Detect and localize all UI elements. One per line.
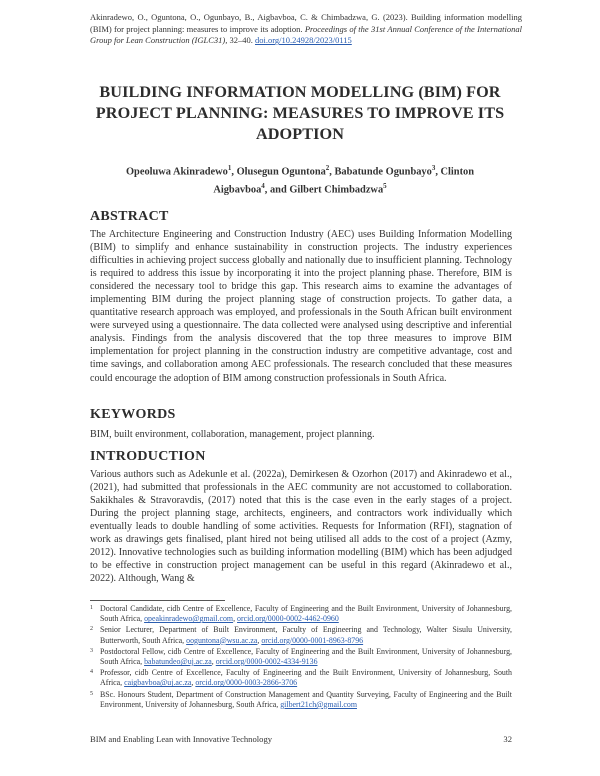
author-name: Gilbert Chimbadzwa bbox=[289, 184, 384, 196]
footnote: 3 Postdoctoral Fellow, cidb Centre of Excellence, Faculty of Engineering and the Built Environment, University of Johannesburg, South Africa, babatundeo@uj.ac.za, orcid.org/0000-0002-4334-9136 bbox=[90, 646, 512, 667]
footnote: 1 Doctoral Candidate, cidb Centre of Excellence, Faculty of Engineering and the Built Environment, University of Johannesburg, South Africa, opeakinradewo@gmail.com, orcid.org/0000-0002-4462-0960 bbox=[90, 604, 512, 624]
author-list: Opeoluwa Akinradewo$^1$, Olusegun Oguntona$^2$, Babatunde Ogunbayo$^3$, Clinton Aigbavboa$^4$, and Gilbert Chimbadzwa$^5$ bbox=[125, 164, 475, 196]
paper-title: BUILDING INFORMATION MODELLING (BIM) FOR PROJECT PLANNING: MEASURES TO IMPROVE ITS ADOPTION bbox=[95, 83, 505, 143]
footnote-text: Doctoral Candidate, cidb Centre of Excellence, Faculty of Engineering and the Built Environment, University of Johannesburg, South Africa, bbox=[100, 604, 512, 624]
footnote-email[interactable]: opeakinradewo@gmail.com bbox=[144, 614, 234, 624]
footnote-text: Postdoctoral Fellow, cidb Centre of Excellence, Faculty of Engineering and the Built Environment, University of Johannesburg, South Africa, bbox=[100, 646, 512, 667]
author-ref: 3 bbox=[431, 164, 436, 172]
footnote-orcid[interactable]: orcid.org/0000-0003-2866-3706 bbox=[195, 678, 298, 688]
footnote-orcid[interactable]: orcid.org/0000-0001-8963-8796 bbox=[261, 635, 364, 645]
footnote bbox=[90, 690, 512, 710]
introduction-heading: INTRODUCTION bbox=[90, 449, 206, 464]
footnote-orcid[interactable]: orcid.org/0000-0002-4334-9136 bbox=[215, 657, 318, 667]
footnote-text: BSc. Honours Student, Department of Construction Management and Quantity Surveying, Faculty of Engineering and the Built Environment, University of Johannesburg, South Africa, bbox=[100, 689, 512, 709]
running-footer: BIM and Enabling Lean with Innovative Technology bbox=[90, 734, 273, 744]
footnote-number: 3 bbox=[90, 647, 93, 654]
footnote-divider bbox=[90, 600, 225, 601]
footnote-text: Senior Lecturer, Department of Built Environment, Faculty of Engineering and Technology, Walter Sisulu University, Butterworth, South Africa, bbox=[100, 625, 512, 645]
citation-text: Akinradewo, O., Oguntona, O., Ogunbayo, B., Aigbavboa, C. & Chimbadzwa, G. (2023). Building information modelling (BIM) for project planning: measures to improve its adoption. bbox=[90, 12, 522, 34]
footnote-email[interactable]: babatundeo@uj.ac.za bbox=[144, 657, 212, 667]
footnotes bbox=[90, 604, 512, 711]
abstract-text: The Architecture Engineering and Construction Industry (AEC) uses Building Information Modelling (BIM) to simplify and enhance sustainability in construction projects. The industry experiences difficulties in achieving project success globally and nationally due to insufficient planning. Technology is required to address this issue by incorporating it into the project planning phase. Therefore, BIM is considered the necessary tool to bridge this gap. This research aims to examine the advantages of implementing BIM during the project planning stage of construction projects. To gather data, a quantitative research approach was employed, and professionals in the South African built environment were surveyed using a questionnaire. The data collected were analysed using descriptive and inferential analysis. Findings from the analysis discovered that the top three measures to improve BIM implementation for project planning in the construction industry are competitive advantage, cost and time savings, and collaboration among AEC professionals. The research concluded that these measures could encourage the adoption of BIM among construction professionals in South Africa. bbox=[90, 229, 512, 384]
footnote-email[interactable]: gilbert21ch@gmail.com bbox=[280, 699, 357, 709]
doi-link[interactable]: doi.org/10.24928/2023/0115 bbox=[254, 35, 352, 46]
footnote-number: 2 bbox=[90, 626, 93, 633]
citation-proceedings: Proceedings of the 31st Annual Conference of the International Group for Lean Construction (IGLC31), bbox=[90, 23, 522, 46]
keywords-heading: KEYWORDS bbox=[90, 407, 176, 422]
author-name: Olusegun Oguntona bbox=[236, 166, 326, 178]
footnote-orcid[interactable]: orcid.org/0000-0002-4462-0960 bbox=[237, 614, 339, 624]
footnote-email[interactable]: ooguntona@wsu.ac.za bbox=[186, 635, 258, 645]
introduction-text: Various authors such as Adekunle et al. (2022a), Demirkesen & Ozorhon (2017) and Akinradewo et al., (2021), had submitted that professionals in the AEC community are not accustomed to collaboration. Sakikhales & Stravoravdis, (2017) noted that this is the case even in the early stages of a project. During the project planning stage, architects, engineers, and contractors work individually which eventually leads to double handling of some activities. Requests for Information (RFI), stagnation of work as drawings gets finalised, plant hired not being utilised all adds to the cost of a project (Azmy, 2012). Innovative technologies such as building information modelling (BIM) which has been adjudged to be effective in construction project management can be useful in this regard (Akinradewo et al., 2022). Although, Wang & bbox=[90, 469, 512, 585]
citation-pages: 32–40. bbox=[229, 35, 253, 46]
author-name: Clinton Aigbavboa bbox=[213, 166, 475, 196]
footnote-email[interactable]: caigbavboa@uj.ac.za bbox=[124, 678, 192, 688]
footnote-text: Professor, cidb Centre of Excellence, Faculty of Engineering and the Built Environment, University of Johannesburg, South Africa, bbox=[100, 668, 512, 688]
author-ref: 5 bbox=[383, 182, 387, 191]
author-ref: 1 bbox=[227, 164, 232, 172]
abstract-heading: ABSTRACT bbox=[90, 209, 169, 224]
citation-header bbox=[90, 12, 522, 47]
footnote: 2 Senior Lecturer, Department of Built Environment, Faculty of Engineering and Technology, Walter Sisulu University, Butterworth, South Africa, ooguntona@wsu.ac.za, orcid.org/0000-0001-8963-8796 bbox=[90, 625, 512, 645]
page-number: 32 bbox=[503, 734, 512, 744]
author-ref: 2 bbox=[325, 164, 330, 172]
author-ref: 4 bbox=[261, 182, 265, 191]
footnote-number: 1 bbox=[90, 605, 93, 611]
footnote-number: 5 bbox=[90, 690, 93, 697]
author-name: Babatunde Ogunbayo bbox=[334, 166, 432, 178]
keywords-text: BIM, built environment, collaboration, management, project planning. bbox=[90, 429, 375, 440]
footnote: 4 Professor, cidb Centre of Excellence, Faculty of Engineering and the Built Environment, University of Johannesburg, South Africa, caigbavboa@uj.ac.za, orcid.org/0000-0003-2866-3706 bbox=[90, 668, 512, 688]
footnote-number: 4 bbox=[90, 669, 93, 676]
author-name: Opeoluwa Akinradewo bbox=[125, 166, 228, 178]
